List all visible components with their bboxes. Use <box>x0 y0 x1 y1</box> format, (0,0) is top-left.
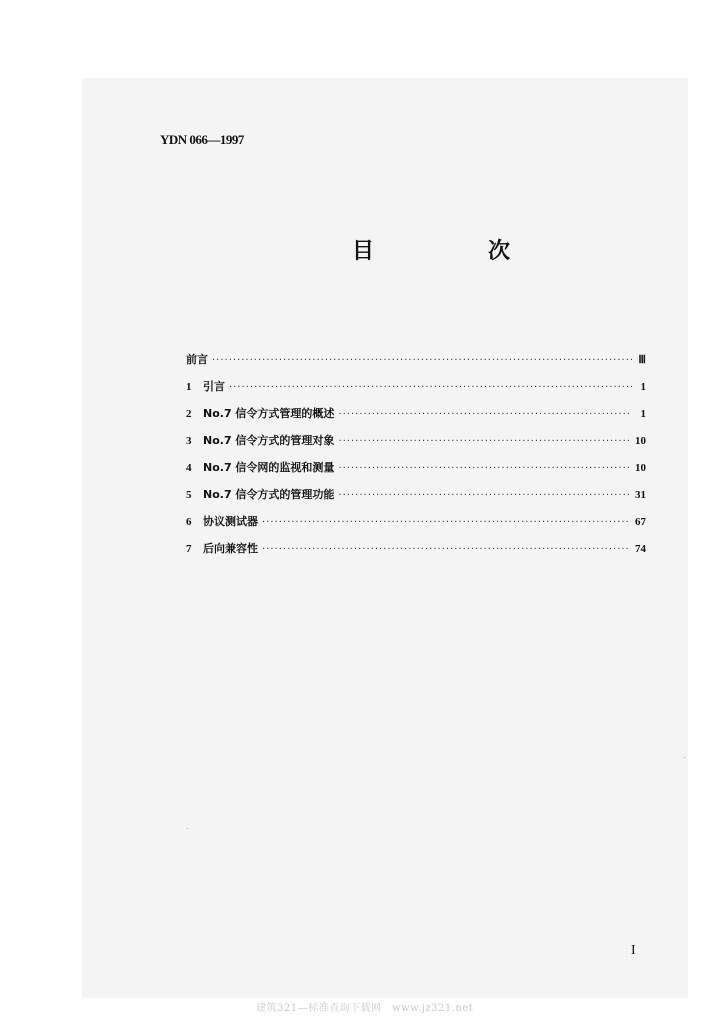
page-number: I <box>631 943 636 958</box>
toc-entry[interactable] <box>186 351 646 378</box>
toc-entry-number: 5 <box>186 489 192 501</box>
toc-dot-leader <box>262 517 631 528</box>
toc-entry[interactable] <box>186 459 646 486</box>
toc-entry-number: 1 <box>186 381 192 393</box>
toc-entry-page: 1 <box>640 381 646 393</box>
watermark: 建筑321—标准查询下载网 www.jz321.net <box>256 1003 474 1014</box>
toc-dot-leader <box>212 355 632 366</box>
toc-entry-label: No.7 信令方式的管理功能 <box>203 488 335 501</box>
toc-entry[interactable] <box>186 405 646 432</box>
toc-entry-page: 10 <box>635 435 646 447</box>
toc-entry-page: 10 <box>635 462 646 474</box>
toc-dot-leader <box>338 490 631 501</box>
toc-dot-leader <box>338 463 631 474</box>
toc-entry-page: 67 <box>635 516 646 528</box>
toc-entry[interactable] <box>186 378 646 405</box>
toc-entry-page: 74 <box>635 543 646 555</box>
toc-dot-leader <box>338 436 631 447</box>
toc-entry-number: 4 <box>186 462 192 474</box>
toc-entry-label: No.7 信令网的监视和测量 <box>203 461 335 474</box>
toc-entry-label: No.7 信令方式管理的概述 <box>203 407 335 420</box>
toc-title: 目 次 <box>352 239 557 264</box>
toc-entry[interactable] <box>186 432 646 459</box>
toc-entry-number: 2 <box>186 408 192 420</box>
toc-entry-number: 7 <box>186 543 192 555</box>
toc-entry-label: 引言 <box>203 380 225 393</box>
toc-entry-number: 3 <box>186 435 192 447</box>
scan-speck <box>684 757 685 758</box>
table-of-contents <box>186 351 646 567</box>
toc-dot-leader <box>338 409 632 420</box>
scan-speck <box>187 828 188 829</box>
toc-entry-page: Ⅲ <box>638 354 646 366</box>
toc-entry-label: 前言 <box>186 353 208 366</box>
toc-entry-label: 协议测试器 <box>203 515 258 528</box>
toc-entry-number: 6 <box>186 516 192 528</box>
toc-entry[interactable] <box>186 540 646 567</box>
toc-entry-page: 1 <box>640 408 646 420</box>
standard-code: YDN 066—1997 <box>160 132 244 147</box>
toc-entry-label: No.7 信令方式的管理对象 <box>203 434 335 447</box>
toc-entry[interactable] <box>186 513 646 540</box>
toc-dot-leader <box>229 382 632 393</box>
toc-entry-label: 后向兼容性 <box>203 542 258 555</box>
toc-entry-page: 31 <box>635 489 646 501</box>
toc-dot-leader <box>262 544 631 555</box>
toc-entry[interactable] <box>186 486 646 513</box>
